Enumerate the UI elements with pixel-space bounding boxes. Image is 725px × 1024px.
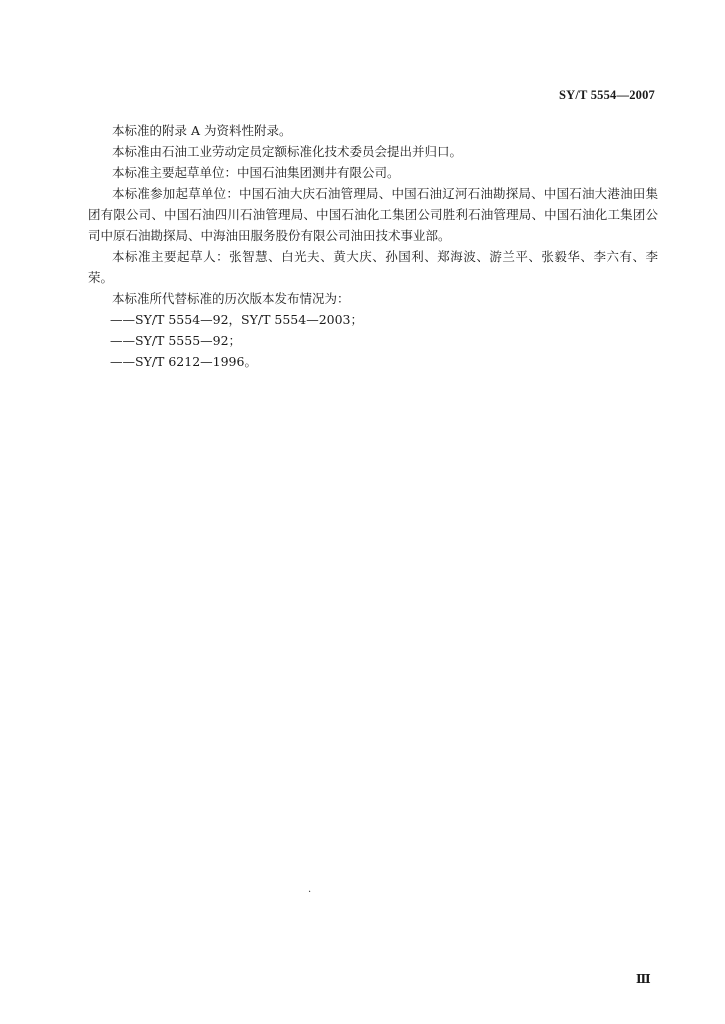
paragraph-appendix-note: 本标准的附录 A 为资料性附录。 — [112, 123, 292, 138]
paragraph-main-drafter-unit: 本标准主要起草单位：中国石油集团测井有限公司。 — [112, 165, 400, 180]
history-item: ——SY/T 5555—92； — [110, 333, 242, 348]
page-number: Ⅲ — [636, 972, 651, 986]
history-item: ——SY/T 6212—1996。 — [110, 354, 257, 369]
paragraph-history-intro: 本标准所代替标准的历次版本发布情况为： — [112, 291, 350, 306]
paragraph-participating-units: 本标准参加起草单位：中国石油大庆石油管理局、中国石油辽河石油勘探局、中国石油大港油田集团有限公司、中国石油四川石油管理局、中国石油化工集团公司胜利石油管理局、中国石油化工集团公司中原石油勘探局、中海油田服务股份有限公司油田技术事业部。 — [88, 186, 658, 243]
stray-dot: . — [308, 884, 312, 895]
foreword-body — [88, 120, 658, 372]
paragraph-proposer: 本标准由石油工业劳动定员定额标准化技术委员会提出并归口。 — [112, 144, 463, 159]
standard-code: SY/T 5554—2007 — [559, 88, 655, 102]
paragraph-main-drafters: 本标准主要起草人：张智慧、白光夫、黄大庆、孙国利、郑海波、游兰平、张毅华、李六有、李荣。 — [88, 249, 658, 285]
history-item: ——SY/T 5554—92，SY/T 5554—2003； — [110, 312, 364, 327]
